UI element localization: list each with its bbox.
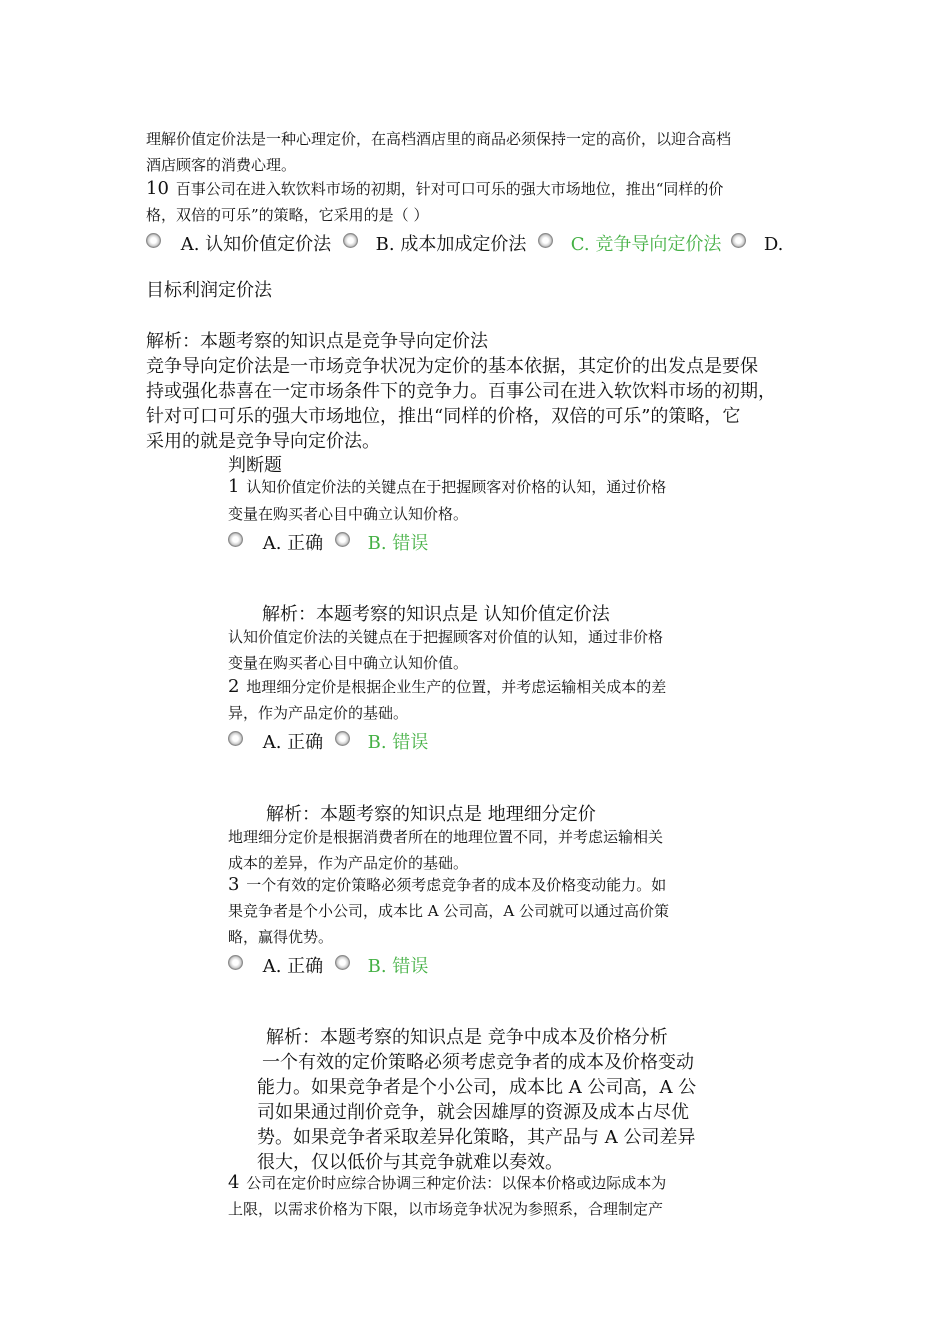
tf-question-1-line-2: 变量在购买者心目中确立认知价格。 — [228, 505, 469, 523]
question-text: 百事公司在进入软饮料市场的初期，针对可口可乐的强大市场地位，推出“同样的价 — [175, 180, 724, 198]
option-a-label: A. 认知价值定价法 — [180, 234, 332, 255]
section-title: 判断题 — [228, 455, 282, 476]
option-b-label: B. 错误 — [367, 533, 429, 554]
analysis-title: 解析：本题考察的知识点是 竞争中成本及价格分析 — [266, 1027, 668, 1048]
analysis-line: 司如果通过削价竞争，就会因雄厚的资源及成本占尽优 — [257, 1102, 689, 1123]
option-d[interactable] — [731, 234, 783, 255]
analysis-line: 认知价值定价法的关键点在于把握顾客对价值的认知，通过非价格 — [228, 628, 664, 646]
option-b-label: B. 成本加成定价法 — [375, 234, 527, 255]
option-b[interactable] — [343, 230, 526, 256]
radio-icon[interactable] — [335, 532, 350, 547]
option-a-label: A. 正确 — [262, 956, 324, 977]
question-text: 一个有效的定价策略必须考虑竞争者的成本及价格变动能力。如 — [246, 876, 667, 894]
radio-icon[interactable] — [343, 233, 358, 248]
question-text: 地理细分定价是根据企业生产的位置，并考虑运输相关成本的差 — [246, 678, 667, 696]
question-10-options — [146, 230, 783, 256]
tf-question-2-options — [228, 728, 428, 754]
question-number: 2 — [228, 676, 240, 697]
question-10-line-1 — [146, 178, 723, 199]
option-a[interactable] — [146, 230, 331, 256]
analysis-line: 采用的就是竞争导向定价法。 — [146, 431, 380, 452]
tf-question-1-options — [228, 529, 428, 555]
radio-icon[interactable] — [335, 731, 350, 746]
question-10-line-2: 格，双倍的可乐”的策略，它采用的是（ ） — [146, 206, 429, 224]
analysis-line: 持或强化恭喜在一定市场条件下的竞争力。百事公司在进入软饮料市场的初期， — [146, 381, 776, 402]
radio-icon[interactable] — [228, 731, 243, 746]
analysis-line: 针对可口可乐的强大市场地位，推出“同样的价格，双倍的可乐”的策略，它 — [146, 406, 741, 427]
radio-icon[interactable] — [731, 233, 746, 248]
question-text: 认知价值定价法的关键点在于把握顾客对价格的认知，通过价格 — [246, 478, 667, 496]
option-b-label: B. 错误 — [367, 732, 429, 753]
radio-icon[interactable] — [228, 532, 243, 547]
option-c[interactable] — [538, 230, 721, 256]
radio-icon[interactable] — [228, 955, 243, 970]
tf-question-3-line-2: 果竞争者是个小公司，成本比 A 公司高，A 公司就可以通过高价策 — [228, 902, 669, 920]
tf-question-2-line-2: 异，作为产品定价的基础。 — [228, 704, 409, 722]
option-b[interactable] — [335, 529, 428, 555]
option-a[interactable] — [228, 952, 323, 978]
option-d-label: D. — [763, 234, 784, 255]
radio-icon[interactable] — [335, 955, 350, 970]
tf-question-3-line-3: 略，赢得优势。 — [228, 928, 334, 946]
option-a[interactable] — [228, 728, 323, 754]
tf-question-2-line-1 — [228, 676, 666, 697]
radio-icon[interactable] — [146, 233, 161, 248]
option-b[interactable] — [335, 952, 428, 978]
analysis-line: 能力。如果竞争者是个小公司，成本比 A 公司高，A 公 — [257, 1077, 697, 1098]
analysis-line: 势。如果竞争者采取差异化策略，其产品与 A 公司差异 — [257, 1127, 696, 1148]
tf-question-3-options — [228, 952, 428, 978]
option-d-continued: 目标利润定价法 — [146, 280, 272, 301]
analysis-title: 解析：本题考察的知识点是竞争导向定价法 — [146, 331, 488, 352]
question-number: 3 — [228, 874, 240, 895]
analysis-line: 变量在购买者心目中确立认知价值。 — [228, 654, 469, 672]
analysis-line: 很大，仅以低价与其竞争就难以奏效。 — [257, 1152, 563, 1173]
radio-icon[interactable] — [538, 233, 553, 248]
tf-question-4-line-1 — [228, 1172, 666, 1193]
intro-line-2: 酒店顾客的消费心理。 — [146, 156, 297, 174]
tf-question-3-line-1 — [228, 874, 666, 895]
option-b-label: B. 错误 — [367, 956, 429, 977]
option-c-label: C. 竞争导向定价法 — [570, 234, 722, 255]
analysis-line: 地理细分定价是根据消费者所在的地理位置不同，并考虑运输相关 — [228, 828, 664, 846]
analysis-title: 解析：本题考察的知识点是 地理细分定价 — [266, 804, 596, 825]
option-a[interactable] — [228, 529, 323, 555]
question-text: 公司在定价时应综合协调三种定价法：以保本价格或边际成本为 — [246, 1174, 667, 1192]
option-a-label: A. 正确 — [262, 533, 324, 554]
question-number: 1 — [228, 476, 240, 497]
analysis-title: 解析：本题考察的知识点是 认知价值定价法 — [262, 604, 610, 625]
question-number: 4 — [228, 1172, 240, 1193]
question-number: 10 — [146, 178, 169, 199]
option-b[interactable] — [335, 728, 428, 754]
intro-line-1: 理解价值定价法是一种心理定价，在高档酒店里的商品必须保持一定的高价，以迎合高档 — [146, 130, 732, 148]
analysis-line: 竞争导向定价法是一市场竞争状况为定价的基本依据，其定价的出发点是要保 — [146, 356, 758, 377]
analysis-line: 一个有效的定价策略必须考虑竞争者的成本及价格变动 — [262, 1052, 694, 1073]
option-a-label: A. 正确 — [262, 732, 324, 753]
tf-question-4-line-2: 上限，以需求价格为下限，以市场竞争状况为参照系，合理制定产 — [228, 1200, 664, 1218]
analysis-line: 成本的差异，作为产品定价的基础。 — [228, 854, 469, 872]
tf-question-1-line-1 — [228, 476, 666, 497]
